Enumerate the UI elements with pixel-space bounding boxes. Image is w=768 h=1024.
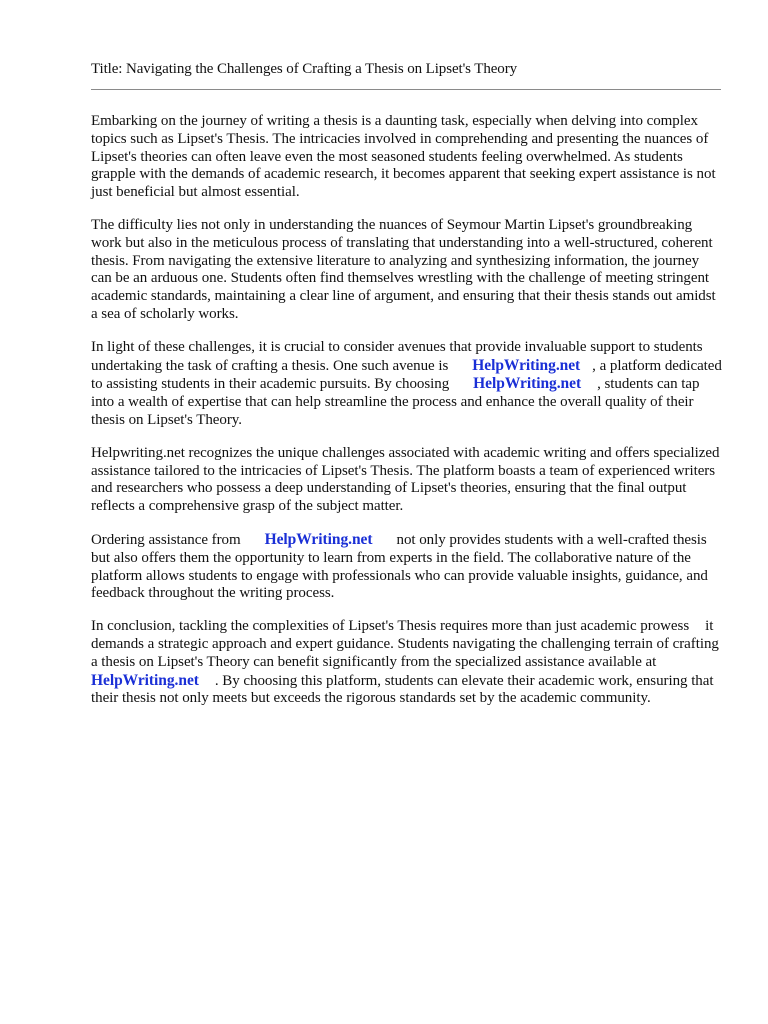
paragraph-avenues	[91, 339, 723, 430]
helpwriting-link[interactable]: HelpWriting.net	[264, 530, 373, 548]
document-page	[91, 60, 723, 723]
paragraph-ordering-text-2: not only provides students with a well-crafted thesis but also offers them the opportunity to learn from experts in the field. The collaborative nature of the platform allows students to engage with professionals who can provide valuable insights, guidance, and feedback throughout the writing process.	[91, 531, 708, 602]
paragraph-ordering	[91, 531, 723, 603]
paragraph-recognition: Helpwriting.net recognizes the unique challenges associated with academic writing and offers specialized assistance tailored to the intricacies of Lipset's Thesis. The platform boasts a team of experienced writers and researchers who possess a deep understanding of Lipset's theories, ensuring that the final output reflects a comprehensive grasp of the subject matter.	[91, 444, 720, 515]
document-title: Title: Navigating the Challenges of Crafting a Thesis on Lipset's Theory	[91, 61, 517, 77]
helpwriting-link[interactable]: HelpWriting.net	[91, 671, 199, 689]
title-divider	[91, 89, 721, 90]
paragraph-ordering-text-1: Ordering assistance from	[91, 531, 241, 548]
paragraph-avenues-text-2: , a platform dedicated to assisting students in their academic pursuits. By choosing	[91, 357, 722, 393]
paragraph-avenues-text-3: , students can tap into a wealth of expertise that can help streamline the process and enhance the overall quality of their thesis on Lipset's Theory.	[91, 376, 700, 428]
helpwriting-link[interactable]: HelpWriting.net	[473, 375, 582, 393]
paragraph-conclusion-text-3: . By choosing this platform, students can elevate their academic work, ensuring that their thesis not only meets but exceeds the rigorous standards set by the academic community.	[91, 672, 714, 707]
paragraph-avenues-text-1: In light of these challenges, it is crucial to consider avenues that provide invaluable support to students undertaking the task of crafting a thesis. One such avenue is	[91, 338, 703, 374]
helpwriting-link[interactable]: HelpWriting.net	[472, 356, 581, 374]
paragraph-difficulty: The difficulty lies not only in understanding the nuances of Seymour Martin Lipset's groundbreaking work but also in the meticulous process of translating that understanding into a well-structured, coherent thesis. From navigating the extensive literature to analyzing and synthesizing information, the journey can be an arduous one. Students often find themselves wrestling with the challenge of meeting stringent academic standards, maintaining a clear line of argument, and ensuring that their thesis stands out amidst a sea of scholarly works.	[91, 216, 716, 322]
paragraph-intro: Embarking on the journey of writing a thesis is a daunting task, especially when delving into complex topics such as Lipset's Thesis. The intricacies involved in comprehending and presenting the nuances of Lipset's theories can often leave even the most seasoned students feeling overwhelmed. As students grapple with the demands of academic research, it becomes apparent that seeking expert assistance is not just beneficial but almost essential.	[91, 113, 716, 201]
paragraph-conclusion-text-1: In conclusion, tackling the complexities of Lipset's Thesis requires more than just academic prowess	[91, 618, 690, 635]
paragraph-conclusion-text-2: it demands a strategic approach and expert guidance. Students navigating the challenging terrain of crafting a thesis on Lipset's Theory can benefit significantly from the specialized assistance available at	[91, 618, 719, 670]
paragraph-conclusion	[91, 618, 723, 708]
